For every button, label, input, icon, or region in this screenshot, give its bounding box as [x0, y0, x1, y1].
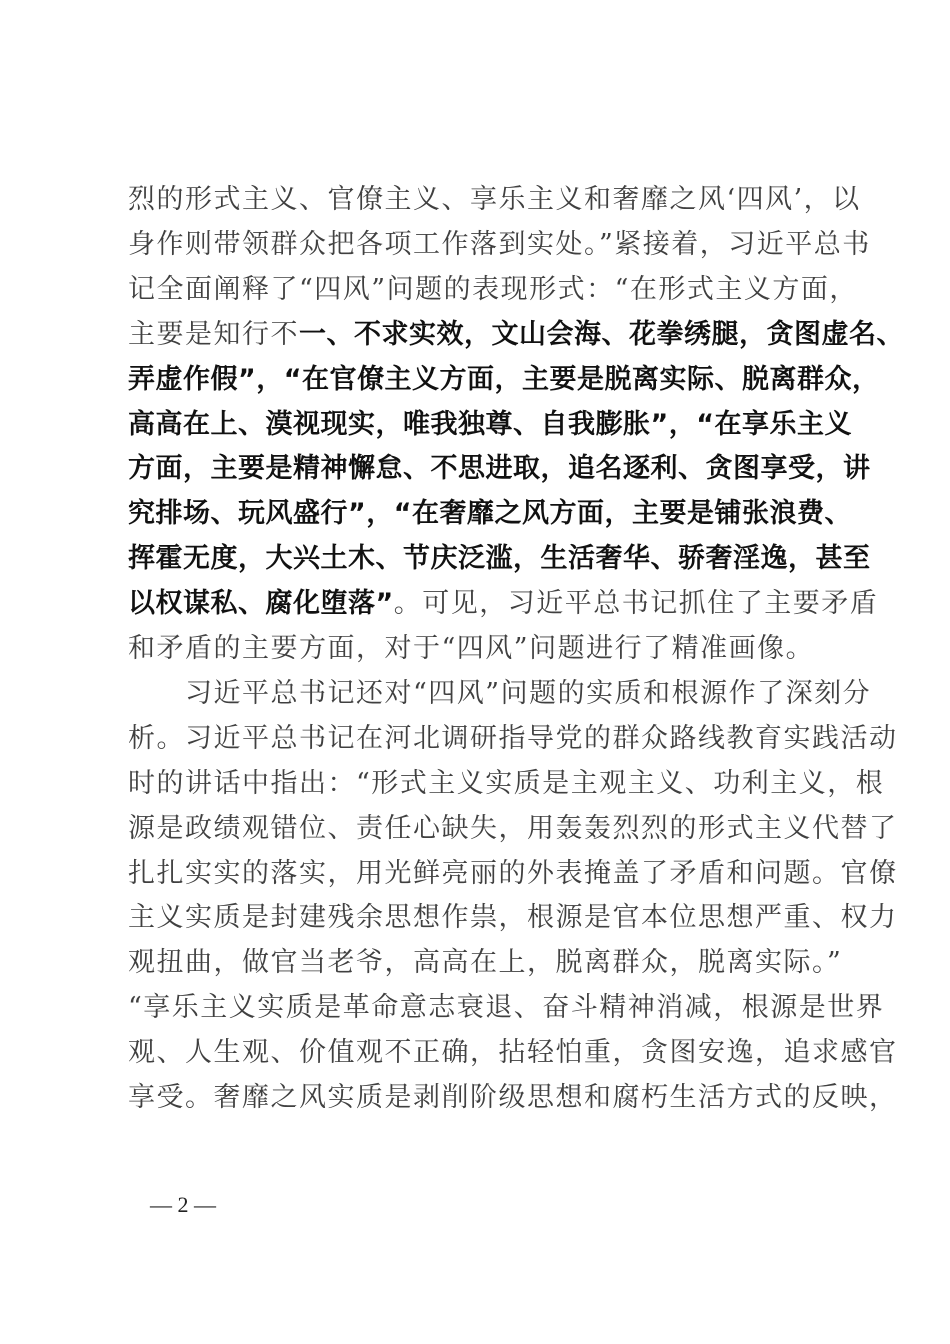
text-line	[128, 898, 898, 938]
text-segment: 析。习近平总书记在河北调研指导党的群众路线教育实践活动	[128, 722, 898, 754]
text-line	[128, 270, 858, 310]
text-segment: “享乐主义实质是革命意志衰退、奋斗精神消减，根源是世界	[128, 992, 885, 1024]
text-line	[128, 854, 898, 894]
text-segment: 记全面阐释了“四风”问题的表现形式：“在形式主义方面，	[128, 273, 858, 305]
text-segment: 源是政绩观错位、责任心缺失，用轰轰烈烈的形式主义代替了	[128, 812, 898, 844]
text-segment: 和矛盾的主要方面，对于“四风”问题进行了精准画像。	[128, 633, 815, 664]
text-line	[128, 719, 898, 759]
text-segment: 烈的形式主义、官僚主义、享乐主义和奢靡之风‘四风’，以	[128, 184, 861, 215]
bold-text-segment: 究排场、玩风盛行”，“在奢靡之风方面，主要是铺张浪费、	[128, 498, 852, 530]
text-line	[128, 1033, 898, 1073]
text-line	[128, 1078, 898, 1118]
text-segment: 身作则带领群众把各项工作落到实处。”紧接着，习近平总书	[128, 228, 871, 260]
text-segment: 主要是知行不	[128, 318, 299, 350]
text-line	[128, 449, 871, 489]
text-line	[128, 764, 885, 804]
bold-text-segment: 一、不求实效，文山会海、花拳绣腿，贪图虚名、	[299, 318, 904, 350]
bold-text-segment: 方面，主要是精神懈怠、不思进取，追名逐利、贪图享受，讲	[128, 453, 871, 485]
text-segment: 时的讲话中指出：“形式主义实质是主观主义、功利主义，根	[128, 767, 885, 799]
bold-text-segment: 弄虚作假”，“在官僚主义方面，主要是脱离实际、脱离群众，	[128, 363, 880, 395]
text-line	[128, 674, 872, 714]
text-line	[128, 809, 898, 849]
text-line	[128, 360, 880, 400]
bold-text-segment: 高高在上、漠视现实，唯我独尊、自我膨胀”，“在享乐主义	[128, 408, 852, 440]
text-segment: 。可见，习近平总书记抓住了主要矛盾	[393, 588, 879, 620]
text-line	[128, 584, 879, 624]
text-segment: 习近平总书记还对“四风”问题的实质和根源作了深刻分	[128, 677, 872, 709]
page-number: — 2 —	[150, 1192, 216, 1217]
text-line	[128, 629, 858, 669]
text-segment: 观扭曲，做官当老爷，高高在上，脱离群众，脱离实际。”	[128, 947, 843, 979]
text-segment: 享受。奢靡之风实质是剥削阶级思想和腐朽生活方式的反映，	[128, 1082, 898, 1113]
text-line	[128, 988, 885, 1028]
bold-text-segment: 挥霍无度，大兴土木、节庆泛滥，生活奢华、骄奢淫逸，甚至	[128, 543, 871, 575]
text-line	[128, 180, 861, 220]
text-segment: 扎扎实实的落实，用光鲜亮丽的外表掩盖了矛盾和问题。官僚	[128, 857, 898, 889]
text-line	[128, 225, 871, 265]
bold-text-segment: 以权谋私、腐化堕落”	[128, 588, 394, 620]
text-line	[128, 315, 904, 355]
text-line	[128, 494, 858, 534]
text-line	[128, 943, 858, 983]
text-line	[128, 405, 858, 445]
text-segment: 主义实质是封建残余思想作祟，根源是官本位思想严重、权力	[128, 902, 898, 934]
text-line	[128, 539, 871, 579]
text-segment: 观、人生观、价值观不正确，拈轻怕重，贪图安逸，追求感官	[128, 1037, 898, 1069]
